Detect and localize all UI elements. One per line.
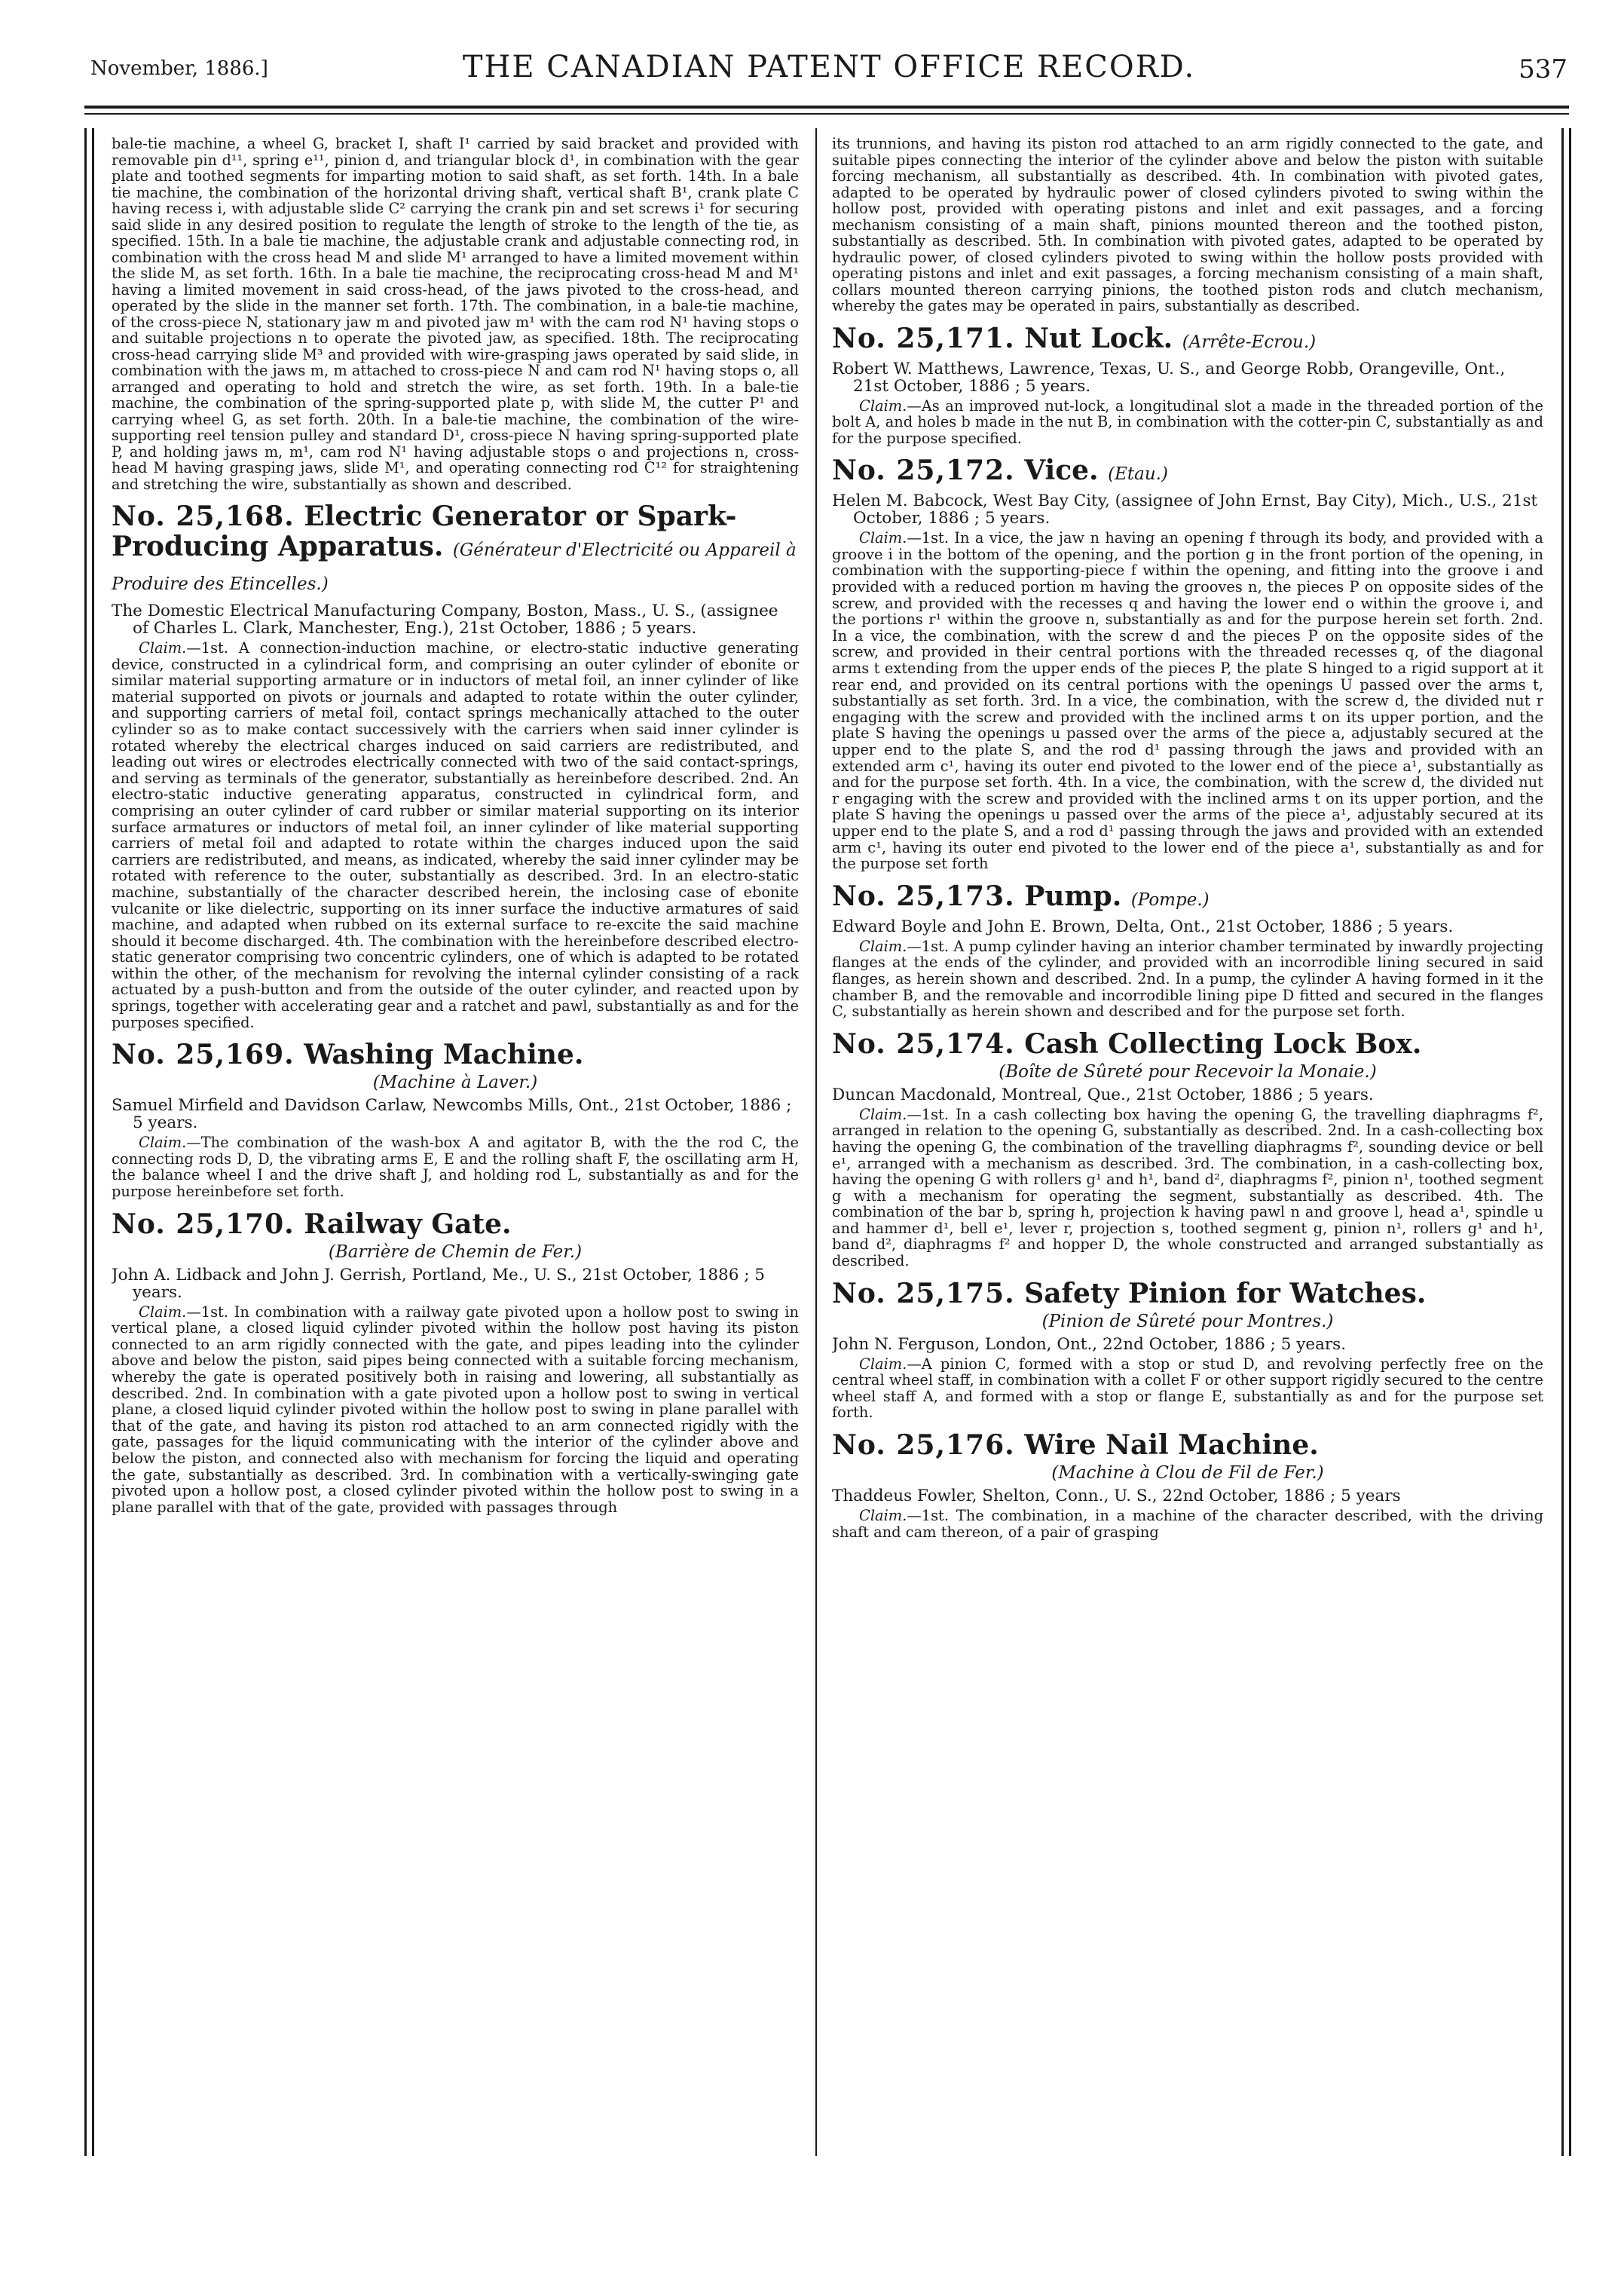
patent-title: Railway Gate. bbox=[304, 1208, 512, 1240]
patent-title: Pump. bbox=[1024, 880, 1122, 912]
patent-entry bbox=[112, 1040, 799, 1199]
french-title: (Etau.) bbox=[1108, 464, 1168, 485]
claim-text bbox=[112, 640, 799, 1030]
patent-title: Nut Lock. bbox=[1024, 322, 1173, 354]
left-border-inner bbox=[92, 128, 94, 2156]
claim-label: Claim. bbox=[139, 1303, 187, 1321]
patent-entry bbox=[112, 1209, 799, 1516]
claim-text bbox=[832, 398, 1543, 447]
page-number: 537 bbox=[1518, 54, 1567, 84]
entry-heading bbox=[112, 501, 799, 599]
applicant: John N. Ferguson, London, Ont., 22nd October, 1886 ; 5 years. bbox=[832, 1334, 1347, 1354]
entry-heading bbox=[112, 1209, 799, 1239]
patent-title: Cash Collecting Lock Box. bbox=[1024, 1027, 1422, 1060]
applicant: Duncan Macdonald, Montreal, Que., 21st October, 1886 ; 5 years. bbox=[832, 1085, 1374, 1104]
patent-entry bbox=[832, 1029, 1543, 1269]
french-title: (Barrière de Chemin de Fer.) bbox=[328, 1242, 583, 1262]
entry-heading bbox=[832, 1430, 1543, 1460]
claim-text bbox=[112, 1304, 799, 1516]
claim-label: Claim. bbox=[859, 937, 907, 955]
patent-title: Wire Nail Machine. bbox=[1024, 1429, 1319, 1462]
column-divider bbox=[815, 128, 817, 2156]
french-title: (Pinion de Sûreté pour Montres.) bbox=[1041, 1311, 1334, 1331]
applicant: Robert W. Matthews, Lawrence, Texas, U. S., and George Robb, Orangeville, Ont., 21st October, 1886 ; 5 years. bbox=[832, 359, 1506, 396]
continuation-text: its trunnions, and having its piston rod attached to an arm rigidly connected to the gate, and suitable pipes connecting the interior of the cylinder above and below the piston with suitable forcing mechanism, all substantially as described. 4th. In combination with pivoted gates, adapted to be operated by hydraulic power of closed cylinders pivoted to swing within the hollow post, provided with operating pistons and inlet and exit passages, and a forcing mechanism consisting of a main shaft, pinions mounted thereon and the toothed piston, substantially as described. 5th. In combination with pivoted gates, adapted to be operated by hydraulic power, of closed cylinders pivoted to swing within the hollow posts provided with operating pistons and inlet and exit passages, a forcing mechanism consisting of a main shaft, collars mounted thereon carrying pinions, the toothed piston rods and clutch mechanism, whereby the gates may be operated in pairs, substantially as described. bbox=[832, 136, 1543, 314]
claim-text bbox=[112, 1134, 799, 1199]
claim-body: —As an improved nut-lock, a longitudinal slot a made in the threaded portion of the bolt A, and holes b made in the nut B, in combination with the cotter-pin C, substantially as and for the purpose specified. bbox=[832, 397, 1543, 447]
claim-text bbox=[832, 1508, 1543, 1540]
patent-title: Vice. bbox=[1024, 455, 1099, 487]
continuation-text: bale-tie machine, a wheel G, bracket I, shaft I¹ carried by said bracket and provided with removable pin d¹¹, spring e¹¹, pinion d, and triangular block d¹, in combination with the gear plate and toothed segments for imparting motion to said shaft, as set forth. 14th. In a bale tie machine, the combination of the horizontal driving shaft, vertical shaft B¹, crank plate C having recess i, with adjustable slide C² carrying the crank pin and set screws i¹ for securing said slide in any desired position to regulate the length of stroke to the length of the tie, as specified. 15th. In a bale tie machine, the adjustable crank and adjustable connecting rod, in combination with the cross head M and slide M¹ arranged to have a limited movement within the slide M, as set forth. 16th. In a bale tie machine, the reciprocating cross-head M and M¹ having a limited movement in said cross-head, of the jaws pivoted to the cross-head, and operated by the slide in the manner set forth. 17th. The combination, in a bale-tie machine, of the cross-piece N, stationary jaw m and pivoted jaw m¹ with the cam rod N¹ having stops o and suitable projections n to operate the pivoted jaw, as specified. 18th. The reciprocating cross-head carrying slide M³ and provided with wire-grasping jaws operated by said slide, in combination with the jaws m, m attached to cross-piece N and cam rod N¹ having stops o, all arranged and operating to hold and stretch the wire, as set forth. 19th. In a bale-tie machine, the combination of the spring-supported plate p, with slide M, the cutter P¹ and carrying wheel G, as set forth. 20th. In a bale-tie machine, the combination of the wire-supporting reel tension pulley and standard D¹, cross-piece N having spring-supported plate P, and holding jaws m, m¹, cam rod N¹ having adjustable stops o and projections n, cross-head M having grasping jaws, slide M¹, and operating connecting rod C¹² for straightening and stretching the wire, substantially as shown and described. bbox=[112, 136, 799, 493]
patent-entry bbox=[832, 881, 1543, 1020]
claim-label: Claim. bbox=[139, 639, 187, 657]
french-title: (Machine à Laver.) bbox=[372, 1073, 538, 1093]
left-border bbox=[84, 128, 87, 2156]
patent-title: Safety Pinion for Watches. bbox=[1024, 1277, 1427, 1309]
patent-entry bbox=[112, 501, 799, 1030]
patent-number: No. 25,173. bbox=[832, 880, 1015, 912]
entry-heading bbox=[832, 1278, 1543, 1309]
claim-body: —1st. In a cash collecting box having the opening G, the travelling diaphragms f², arranged in relation to the opening G, substantially as described. 2nd. In a cash-collecting box having the opening G, the combination of the travelling diaphragms f², sounding device or bell e¹, arranged with a mechanism as described. 3rd. The combination, in a cash-collecting box, having the opening G with rollers g¹ and h¹, band d², diaphragms f², pinion n¹, toothed segment g with a mechanism for operating the segment, substantially as described. 4th. The combination of the bar b, spring h, projection k having pawl n and groove l, head a¹, spindle u and hammer d¹, bell e¹, lever r, projection s, toothed segment g, pinion n¹, rollers g¹ and h¹, band d², diaphragms f² and hopper D, the whole constructed and arranged substantially as described. bbox=[832, 1105, 1543, 1270]
claim-label: Claim. bbox=[859, 397, 907, 415]
claim-body: —A pinion C, formed with a stop or stud D, and revolving perfectly free on the central wheel staff, in combination with a collet F or other support rigidly secured to the centre wheel staff A, and formed with a stop or flange E, substantially as and for the purpose set forth. bbox=[832, 1355, 1543, 1422]
applicant: Edward Boyle and John E. Brown, Delta, Ont., 21st October, 1886 ; 5 years. bbox=[832, 917, 1454, 936]
claim-body: —1st. A pump cylinder having an interior chamber terminated by inwardly projecting flanges at the ends of the cylinder, and provided with an incorrodible lining secured in said flanges, as herein shown and described. 2nd. In a pump, the cylinder A having formed in it the chamber B, and the removable and incorrodible lining pipe D fitted and secured in the flanges C, substantially as herein shown and described and for the purpose set forth. bbox=[832, 937, 1543, 1021]
claim-body: —1st. In a vice, the jaw n having an opening f through its body, and provided with a groove i in the bottom of the opening, and the portion g in the front portion of the opening, in combination with the supporting-piece f within the opening, and fitting into the groove i and provided with a reduced portion m having the grooves n, the pieces P on opposite sides of the screw, and provided with the recesses q and having the lower end o within the groove i, and the portions r¹ within the groove n, substantially as and for the purpose herein set forth. 2nd. In a vice, the combination, with the screw d and the pieces P on the opposite sides of the screw, and provided in their central portions with the threaded recesses q, of the diagonal arms t extending from the upper ends of the pieces P, the plate S hinged to a rigid support at it rear end, and provided on its central portions with the openings U passed over the arms t, substantially as set forth. 3rd. In a vice, the combination, with the screw d, the divided nut r engaging with the screw and provided with the inclined arms t on its upper portion, and the plate S having the openings u passed over the arms of the piece a, adjustably secured at the upper end to the plate S, and the rod d¹ passing through the jaws and provided with an extended arm c¹, having its outer end pivoted to the lower end of the piece a¹, substantially as and for the purpose set forth. 4th. In a vice, the combination, with the screw d, the divided nut r engaging with the screw and provided with the inclined arms t on its upper portion, and the plate S having the openings u passed over the arms of the piece a¹, adjustably secured at its upper end to the plate S, and a rod d¹ passing through the jaws and provided with an extended arm c¹, having its outer end pivoted to the lower end of the piece a¹, substantially as and for the purpose set forth bbox=[832, 529, 1543, 873]
patent-entry bbox=[832, 455, 1543, 871]
right-border-inner bbox=[1561, 128, 1564, 2156]
claim-label: Claim. bbox=[859, 1105, 907, 1123]
applicant: John A. Lidback and John J. Gerrish, Portland, Me., U. S., 21st October, 1886 ; 5 years. bbox=[112, 1265, 765, 1302]
claim-body: —1st. A connection-induction machine, or electro-static inductive generating device, constructed in a cylindrical form, and comprising an outer cylinder of ebonite or similar material supporting armature or in inductors of metal foil, an inner cylinder of like material supported on pivots or journals and adapted to rotate within the outer cylinder, and supporting carriers of metal foil, contact springs mechanically attached to the outer cylinder so as to make contact successively with the carriers when said inner cylinder is rotated whereby the electrical charges induced on said carriers are redistributed, and leading out wires or electrodes electrically connected with two of the said contact-springs, and serving as terminals of the generator, substantially as hereinbefore described. 2nd. An electro-static inductive generating apparatus, constructed in cylindrical form, and comprising an outer cylinder of card rubber or similar material supporting on its interior surface armatures or inductors of metal foil, an inner cylinder of like material supporting carriers of metal foil and adapted to rotate within the charges induced upon the said carriers are redistributed, and means, as indicated, whereby the said inner cylinder may be rotated with reference to the outer, substantially as described. 3rd. In an electro-static machine, substantially of the character described herein, the inclosing case of ebonite vulcanite or like dielectric, supporting on its inner surface the inductive armatures of said machine, and adapted when rubbed on its external surface to re-excite the said machine should it become discharged. 4th. The combination with the hereinbefore described electro-static generator comprising two concentric cylinders, one of which is adapted to be rotated within the other, of the mechanism for revolving the internal cylinder consisting of a rack actuated by a push-button and from the outside of the outer cylinder, and reacted upon by springs, together with accelerating gear and a ratchet and pawl, substantially as and for the purposes specified. bbox=[112, 639, 799, 1031]
claim-body: —The combination of the wash-box A and agitator B, with the the rod C, the connecting rods D, D, the vibrating arms E, E and the rolling shaft F, the oscillating arm H, the balance wheel I and the drive shaft J, and holding rod L, substantially as and for the purpose hereinbefore set forth. bbox=[112, 1134, 799, 1201]
patent-number: No. 25,168. bbox=[112, 501, 295, 532]
claim-text bbox=[832, 939, 1543, 1020]
entry-heading bbox=[832, 881, 1543, 915]
applicant: Thaddeus Fowler, Shelton, Conn., U. S., 22nd October, 1886 ; 5 years bbox=[832, 1487, 1401, 1506]
entry-heading bbox=[832, 1029, 1543, 1059]
header-rule-thin bbox=[84, 113, 1569, 115]
left-column bbox=[112, 136, 799, 2141]
entry-heading bbox=[832, 455, 1543, 489]
page-header bbox=[90, 47, 1567, 95]
header-date: November, 1886.] bbox=[90, 57, 268, 80]
claim-text bbox=[832, 1356, 1543, 1421]
patent-number: No. 25,169. bbox=[112, 1039, 295, 1071]
patent-number: No. 25,170. bbox=[112, 1208, 295, 1240]
claim-label: Claim. bbox=[859, 1355, 907, 1373]
claim-label: Claim. bbox=[859, 529, 907, 547]
patent-number: No. 25,174. bbox=[832, 1027, 1015, 1060]
patent-number: No. 25,175. bbox=[832, 1277, 1015, 1309]
claim-label: Claim. bbox=[859, 1507, 907, 1525]
french-title: (Arrête-Ecrou.) bbox=[1182, 332, 1317, 352]
header-rule bbox=[84, 106, 1569, 109]
french-title: (Boîte de Sûreté pour Recevoir la Monaie.) bbox=[999, 1061, 1377, 1082]
claim-label: Claim. bbox=[139, 1134, 187, 1152]
patent-title: Electric Generator or Spark-Producing Apparatus. bbox=[112, 501, 737, 562]
french-title: (Générateur d'Electricité ou Appareil à Produire des Etincelles.) bbox=[112, 540, 797, 594]
patent-title: Washing Machine. bbox=[304, 1039, 584, 1071]
right-border bbox=[1569, 128, 1571, 2156]
patent-number: No. 25,172. bbox=[832, 455, 1015, 487]
french-title: (Pompe.) bbox=[1130, 890, 1210, 910]
applicant: The Domestic Electrical Manufacturing Company, Boston, Mass., U. S., (assignee of Charles L. Clark, Manchester, Eng.), 21st October, 1886 ; 5 years. bbox=[112, 602, 778, 638]
applicant: Helen M. Babcock, West Bay City, (assignee of John Ernst, Bay City), Mich., U.S., 21st October, 1886 ; 5 years. bbox=[832, 491, 1538, 528]
header-title: THE CANADIAN PATENT OFFICE RECORD. bbox=[462, 50, 1196, 84]
claim-text bbox=[832, 1107, 1543, 1269]
claim-body: —1st. The combination, in a machine of the character described, with the driving shaft and cam thereon, of a pair of grasping bbox=[832, 1507, 1543, 1541]
claim-text bbox=[832, 530, 1543, 871]
patent-entry bbox=[832, 323, 1543, 447]
entry-heading bbox=[832, 323, 1543, 357]
patent-number: No. 25,176. bbox=[832, 1429, 1015, 1462]
patent-entry bbox=[832, 1278, 1543, 1421]
right-column bbox=[832, 136, 1543, 2141]
entry-heading bbox=[112, 1040, 799, 1070]
claim-body: —1st. In combination with a railway gate pivoted upon a hollow post to swing in vertical plane, a closed liquid cylinder pivoted within the hollow post having its piston connected to an arm rigidly connected with the gate, and pipes leading into the cylinder above and below the piston, said pipes being connected with a suitable forcing mechanism, whereby the gate is operated positively both in raising and lowering, all substantially as described. 2nd. In combination with a gate pivoted upon a hollow post to swing in vertical plane, a closed liquid cylinder pivoted within the hollow post to swing in plane parallel with that of the gate, and having its piston rod attached to an arm connected rigidly with the gate, passages for the liquid communicating with the interior of the cylinder above and below the piston, and connected also with mechanism for forcing the liquid and operating the gate, substantially as described. 3rd. In combination with a vertically-swinging gate pivoted upon a hollow post, a closed cylinder pivoted within the hollow post to swing in a plane parallel with that of the gate, provided with passages through bbox=[112, 1303, 799, 1516]
patent-number: No. 25,171. bbox=[832, 322, 1015, 354]
applicant: Samuel Mirfield and Davidson Carlaw, Newcombs Mills, Ont., 21st October, 1886 ; 5 years. bbox=[112, 1096, 792, 1133]
patent-entry bbox=[832, 1430, 1543, 1540]
french-title: (Machine à Clou de Fil de Fer.) bbox=[1051, 1463, 1324, 1484]
